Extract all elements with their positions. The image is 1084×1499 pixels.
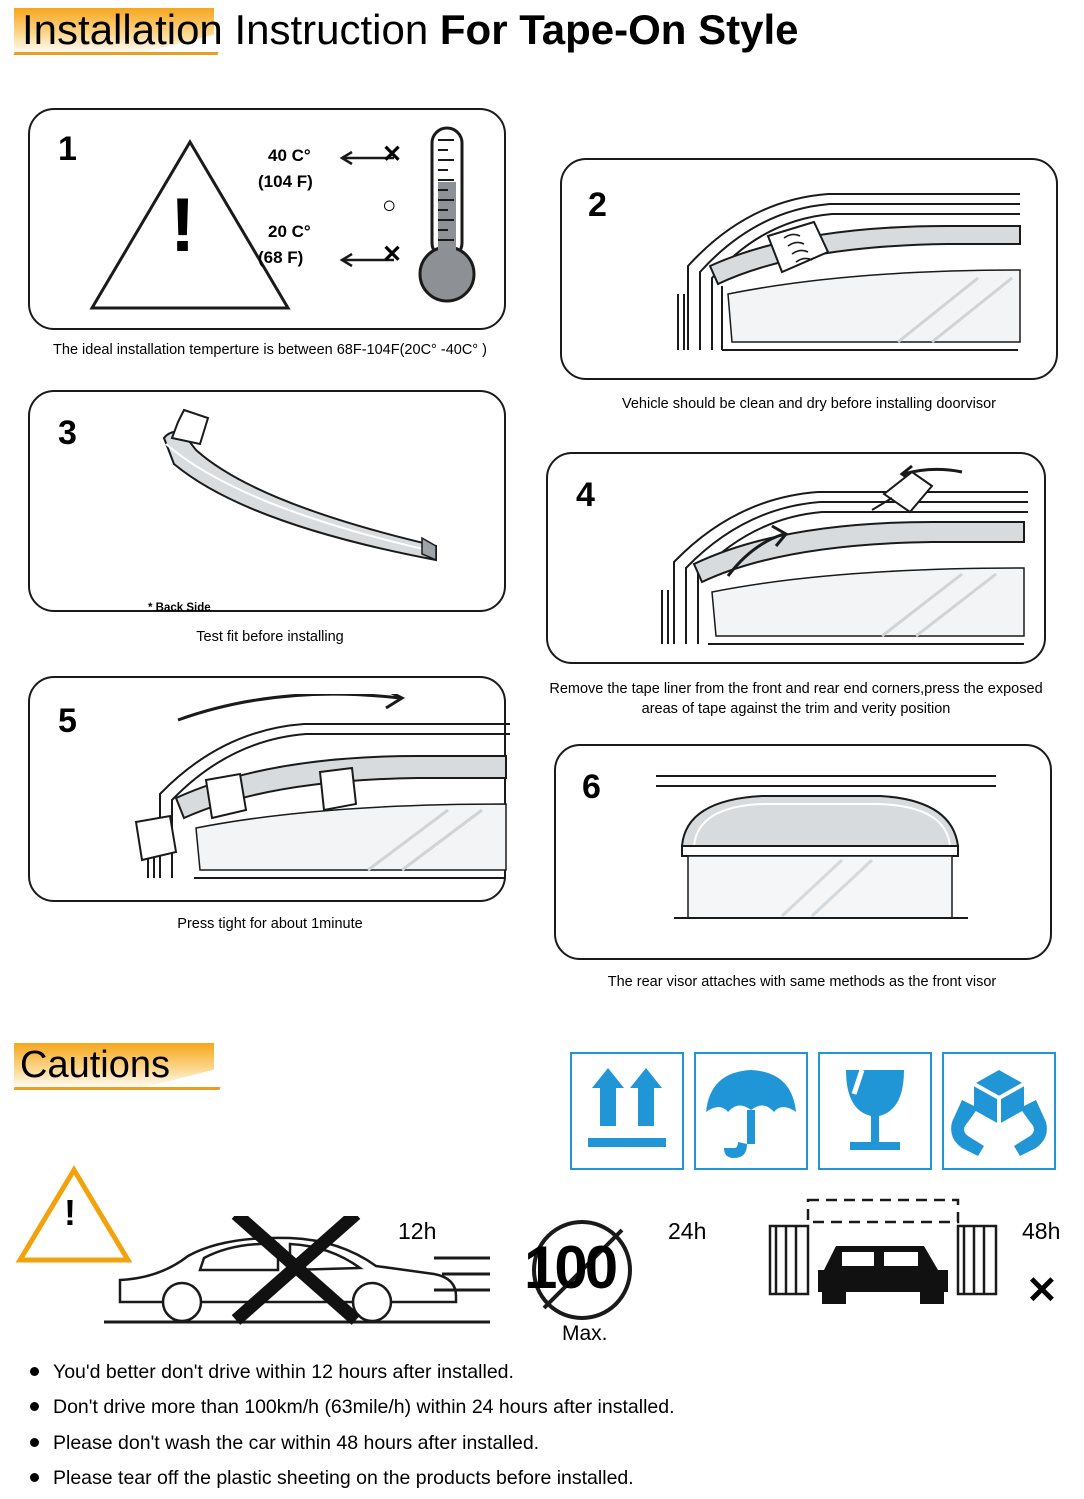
mark-too-cold-cross-icon: ✕ (382, 241, 403, 268)
step-5-panel (28, 676, 506, 902)
list-item (22, 1464, 1062, 1492)
bullet-dot-icon (30, 1473, 39, 1482)
back-side-label: * Back Side (148, 602, 211, 614)
peel-liner-tab-icon (156, 404, 216, 454)
keep-dry-umbrella-icon (694, 1052, 808, 1170)
caution-note-2: Don't drive more than 100km/h (63mile/h) within 24 hours after installed. (53, 1396, 675, 1419)
mark-ok-circle-icon: ○ (382, 192, 397, 219)
step-3-caption: Test fit before installing (196, 629, 344, 645)
cautions-accent-underline (13, 1087, 220, 1090)
caution-warning-exclamation-label: ! (64, 1192, 76, 1233)
step-6-number: 6 (582, 768, 601, 806)
time-48h-label: 48h (1022, 1218, 1061, 1244)
bullet-dot-icon (30, 1367, 39, 1376)
step-3-panel (28, 390, 506, 612)
time-24h-label: 24h (668, 1218, 707, 1244)
no-wash-cross-icon: ✕ (1026, 1270, 1058, 1312)
warning-exclamation-label: ! (170, 183, 196, 268)
caution-note-4: Please tear off the plastic sheeting on the products before installed. (53, 1466, 634, 1489)
car-door-clean-illustration (648, 174, 1048, 370)
step-2-panel (560, 158, 1058, 380)
step-1-caption: The ideal installation temperture is between 68F-104F(20C° -40C° ) (53, 342, 487, 358)
thermometer-icon (402, 122, 492, 312)
temp-low-celsius-label: 20 C° (268, 222, 311, 241)
step-4-caption: Remove the tape liner from the front and rear end corners,press the exposed areas of tape against the trim and verity position (549, 681, 1043, 717)
rear-visor-illustration (652, 760, 1012, 946)
speed-limit-max-label: Max. (562, 1322, 608, 1345)
cautions-title: Cautions (20, 1044, 170, 1086)
caution-note-3: Please don't wash the car within 48 hours after installed. (53, 1431, 540, 1454)
press-hands-icon (102, 766, 362, 876)
handle-with-care-icon (942, 1052, 1056, 1170)
page-title-bold: For Tape-On Style (439, 6, 799, 53)
page-header (0, 0, 1084, 72)
step-4-number: 4 (576, 476, 595, 514)
list-item (22, 1429, 1062, 1457)
page-title (22, 6, 799, 54)
list-item (22, 1358, 1062, 1386)
temp-high-celsius-label: 40 C° (268, 146, 311, 165)
step-2-number: 2 (588, 186, 607, 224)
step-6-panel (554, 744, 1052, 960)
step-3-number: 3 (58, 414, 77, 452)
step-1-number: 1 (58, 130, 77, 168)
list-item (22, 1393, 1062, 1421)
this-way-up-icon (570, 1052, 684, 1170)
no-car-wash-icon (762, 1192, 1024, 1332)
step-5-number: 5 (58, 702, 77, 740)
fragile-glass-icon (818, 1052, 932, 1170)
step-5-caption: Press tight for about 1minute (177, 916, 363, 932)
temp-high-fahrenheit-label: (104 F) (258, 172, 313, 191)
page-title-light: Installation Instruction (22, 6, 440, 53)
car-door-tape-illustration (632, 464, 1036, 656)
cautions-notes-list (22, 1358, 1062, 1499)
hand-cloth-icon (762, 218, 834, 282)
bullet-dot-icon (30, 1402, 39, 1411)
step-1-panel (28, 108, 506, 330)
caution-note-1: You'd better don't drive within 12 hours after installed. (53, 1361, 514, 1383)
temp-low-fahrenheit-label: (68 F) (258, 248, 304, 267)
step-2-caption: Vehicle should be clean and dry before installing doorvisor (621, 396, 996, 412)
time-12h-label: 12h (398, 1218, 437, 1244)
mark-too-hot-cross-icon: ✕ (382, 141, 403, 168)
step-6-caption: The rear visor attaches with same methods as the front visor (607, 974, 997, 990)
tape-liner-peel-icon (866, 464, 946, 524)
bullet-dot-icon (30, 1438, 39, 1447)
speed-limit-value-label: 100 (524, 1234, 616, 1301)
step-4-panel (546, 452, 1046, 664)
